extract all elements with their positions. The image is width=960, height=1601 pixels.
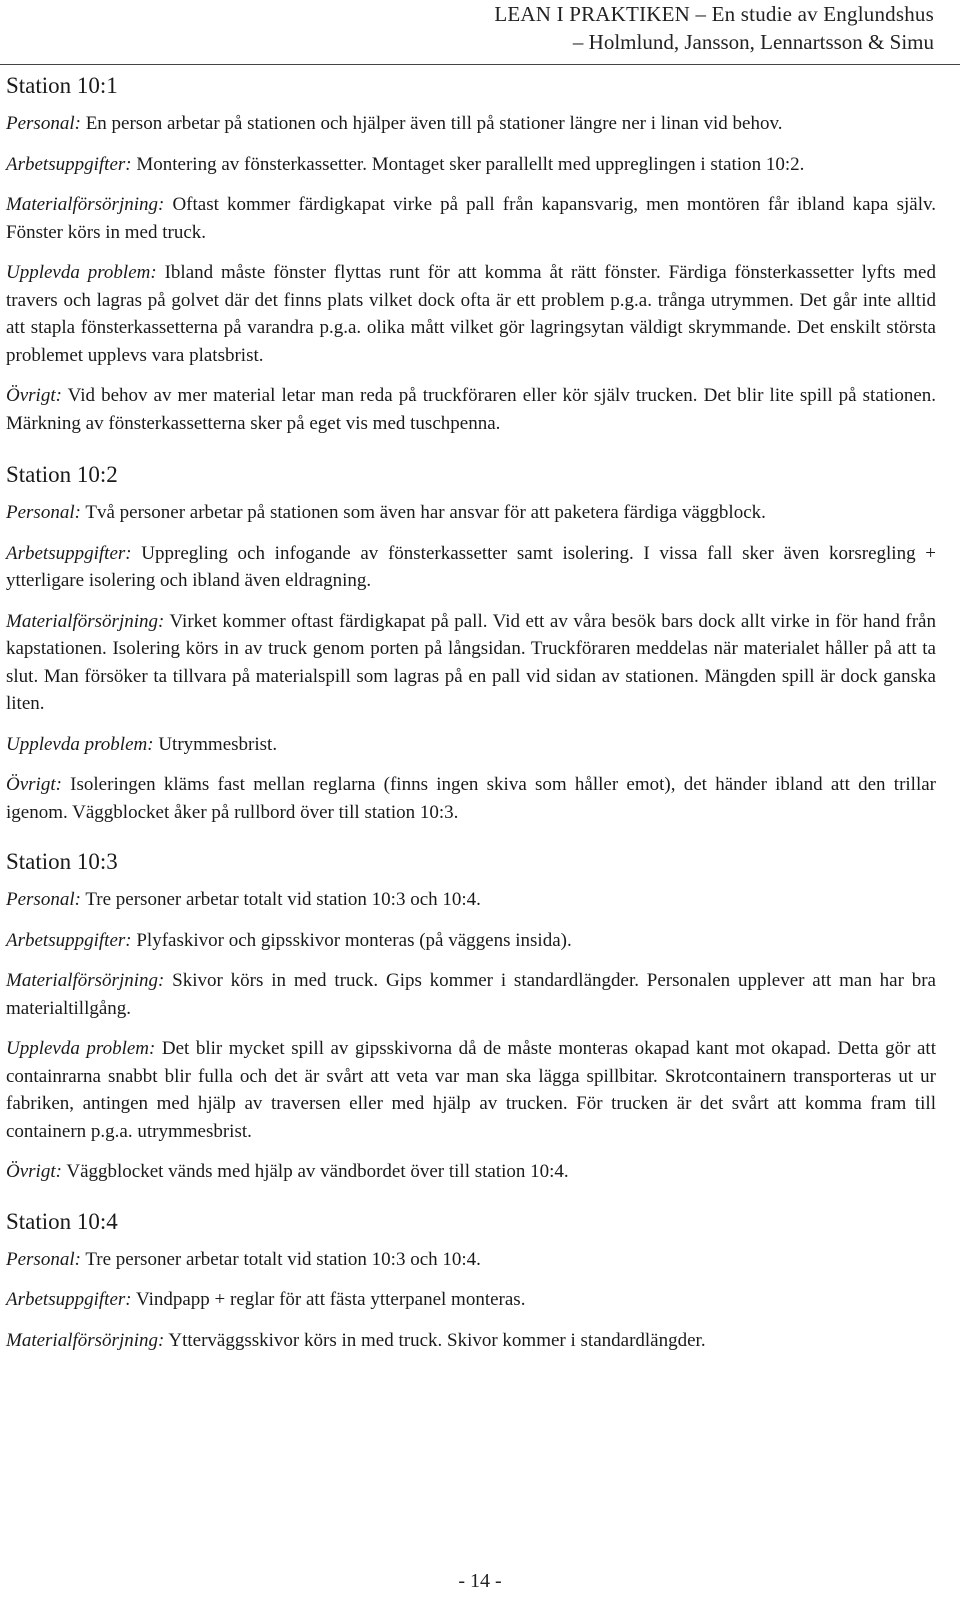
station-paragraph	[6, 1246, 936, 1274]
field-label: Övrigt:	[6, 774, 62, 795]
station-section	[6, 72, 936, 437]
field-text: Montering av fönsterkassetter. Montaget sker parallellt med uppreglingen i station 10:2.	[131, 153, 805, 175]
page-number: - 14 -	[458, 1570, 502, 1592]
field-label: Personal:	[6, 1248, 81, 1270]
field-label: Upplevda problem:	[6, 262, 157, 283]
station-section	[6, 848, 936, 1186]
field-text: Plyfaskivor och gipsskivor monteras (på väggens insida).	[131, 929, 572, 951]
station-paragraph	[6, 1035, 936, 1145]
station-paragraph	[6, 382, 936, 437]
header-rule	[0, 64, 960, 65]
field-text: Vid behov av mer material letar man reda på truckföraren eller kör själv trucken. Det blir lite spill på stationen. Märkning av fönsterkassetterna sker på eget vis med tuschpenna.	[6, 385, 936, 434]
station-paragraph	[6, 499, 936, 527]
field-text: En person arbetar på stationen och hjälper även till på stationer längre ner i linan vid behov.	[80, 113, 783, 134]
field-label: Personal:	[6, 889, 81, 910]
field-label: Arbetsuppgifter:	[6, 1289, 132, 1310]
station-paragraph	[6, 151, 936, 179]
field-label: Upplevda problem:	[6, 1038, 156, 1059]
field-label: Materialförsörjning:	[6, 970, 165, 991]
station-paragraph	[6, 1158, 936, 1186]
field-label: Övrigt:	[6, 385, 62, 406]
field-text: Uppregling och infogande av fönsterkassetter samt isolering. I vissa fall sker även korsregling + ytterligare isolering och ibland även eldragning.	[6, 542, 936, 591]
station-paragraph	[6, 886, 936, 914]
station-paragraph	[6, 110, 936, 138]
field-text: Isoleringen kläms fast mellan reglarna (finns ingen skiva som håller emot), det händer ibland att den trillar igenom. Väggblocket åker på rullbord över till station 10:3.	[6, 774, 936, 823]
field-text: Vindpapp + reglar för att fästa ytterpanel monteras.	[131, 1289, 526, 1310]
field-label: Personal:	[6, 113, 81, 134]
document-body	[6, 72, 936, 1376]
station-paragraph	[6, 927, 936, 955]
field-text: Virket kommer oftast färdigkapat på pall. Vid ett av våra besök bars dock allt virke in för hand från kapstationen. Isolering körs in av truck genom porten på långsidan. Truckföraren meddelas när materialet håller på att ta slut. Man försöker ta tillvara på materialspill som lagras på en pall vid sidan av stationen. Mängden spill är dock ganska liten.	[6, 610, 936, 714]
running-header	[494, 0, 934, 56]
station-heading: Station 10:4	[6, 1208, 118, 1234]
station-paragraph	[6, 191, 936, 246]
station-heading: Station 10:1	[6, 73, 118, 98]
station-paragraph	[6, 608, 936, 718]
field-text: Tre personer arbetar totalt vid station 10:3 och 10:4.	[80, 889, 481, 910]
station-heading: Station 10:3	[6, 849, 118, 874]
station-paragraph	[6, 731, 936, 759]
field-label: Materialförsörjning:	[6, 1329, 165, 1351]
station-paragraph	[6, 771, 936, 826]
field-label: Personal:	[6, 502, 81, 523]
station-section	[6, 461, 936, 826]
header-authors: – Holmlund, Jansson, Lennartsson & Simu	[572, 30, 934, 54]
station-paragraph	[6, 1286, 936, 1314]
field-text: Tre personer arbetar totalt vid station 10:3 och 10:4.	[80, 1248, 481, 1270]
field-label: Arbetsuppgifter:	[6, 153, 132, 175]
field-text: Skivor körs in med truck. Gips kommer i standardlängder. Personalen upplever att man har bra materialtillgång.	[6, 970, 936, 1019]
field-text: Det blir mycket spill av gipsskivorna då de måste monteras okapad kant mot okapad. Detta gör att containrarna snabbt blir fulla och det är svårt att veta var man ska lägga spillbitar. Skrotcontainern transporteras ut ur fabriken, antingen med hjälp av traversen eller med hjälp av trucken. För trucken är det svårt att komma fram till containern p.g.a. utrymmesbrist.	[6, 1038, 936, 1142]
field-label: Övrigt:	[6, 1161, 62, 1182]
field-label: Materialförsörjning:	[6, 194, 165, 215]
header-title: LEAN I PRAKTIKEN – En studie av Englundshus	[494, 2, 934, 26]
field-text: Utrymmesbrist.	[153, 733, 278, 755]
field-label: Arbetsuppgifter:	[6, 542, 132, 564]
field-text: Oftast kommer färdigkapat virke på pall från kapansvarig, men montören får ibland kapa själv. Fönster körs in med truck.	[6, 194, 936, 243]
station-paragraph	[6, 1327, 936, 1355]
station-heading: Station 10:2	[6, 462, 118, 487]
field-label: Arbetsuppgifter:	[6, 929, 132, 951]
field-text: Väggblocket vänds med hjälp av vändbordet över till station 10:4.	[61, 1161, 569, 1182]
field-text: Två personer arbetar på stationen som även har ansvar för att paketera färdiga väggblock.	[80, 502, 766, 523]
station-paragraph	[6, 967, 936, 1022]
station-section	[6, 1208, 936, 1355]
station-paragraph	[6, 259, 936, 369]
station-paragraph	[6, 540, 936, 595]
field-label: Upplevda problem:	[6, 733, 154, 755]
field-label: Materialförsörjning:	[6, 610, 165, 632]
field-text: Ytterväggsskivor körs in med truck. Skivor kommer i standardlängder.	[164, 1329, 706, 1351]
field-text: Ibland måste fönster flyttas runt för att komma åt rätt fönster. Färdiga fönsterkassetter lyfts med travers och lagras på golvet där det finns plats vilket dock ofta är ett problem p.g.a. trånga utrymmen. Det går inte alltid att stapla fönsterkassetterna på varandra p.g.a. olika mått vilket gör lagringsytan väldigt skrymmande. Det enskilt största problemet upplevs vara platsbrist.	[6, 262, 936, 366]
